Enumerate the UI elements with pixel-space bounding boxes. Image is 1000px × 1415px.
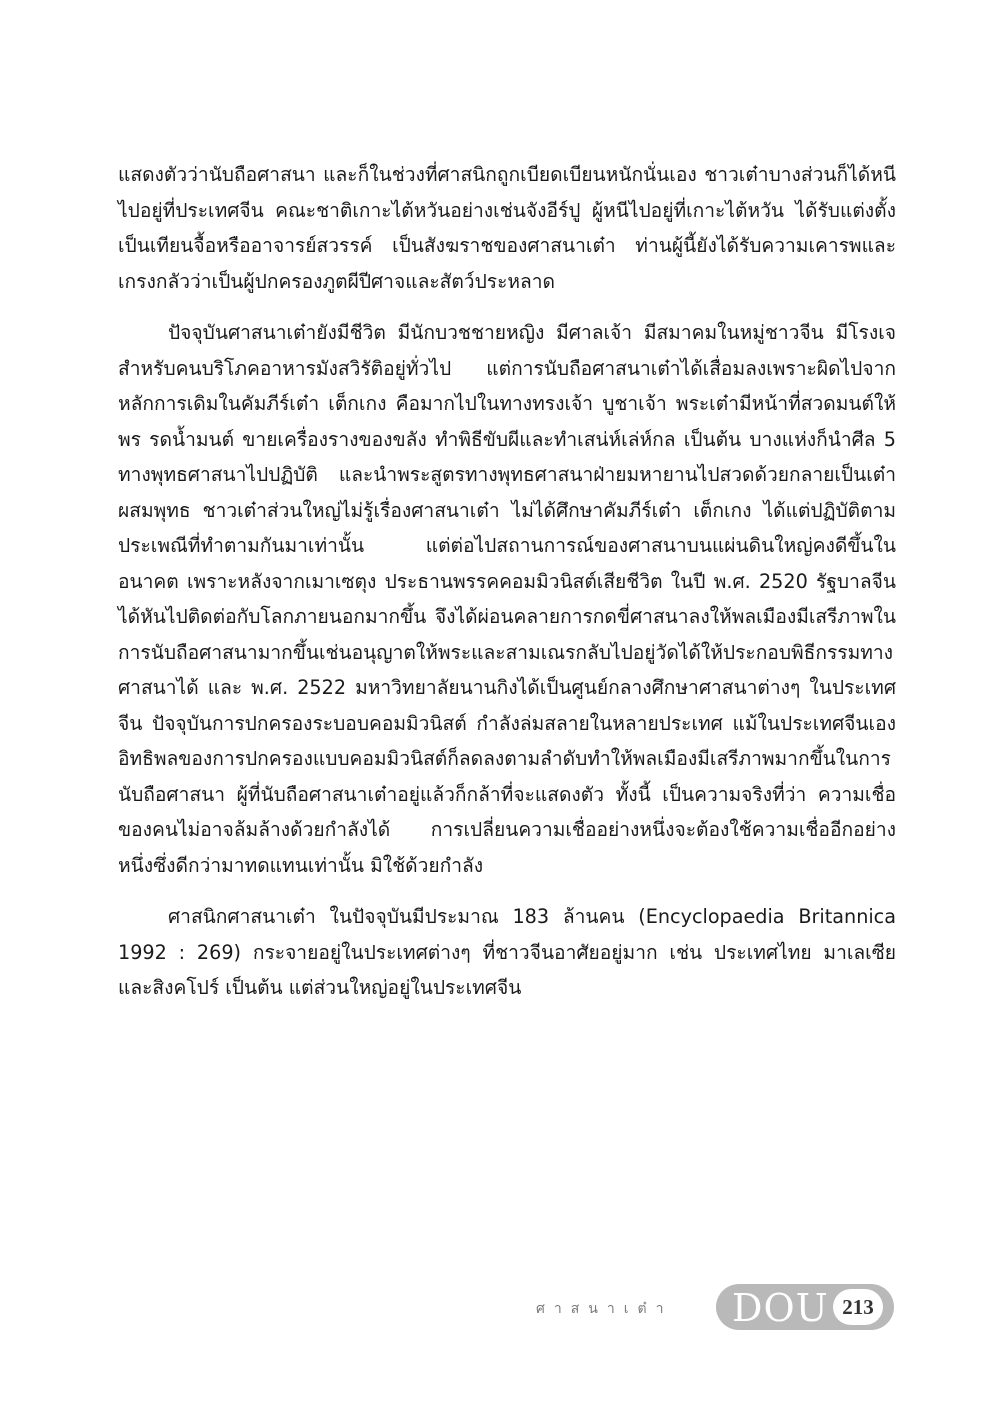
running-title: ศาสนาเต๋า — [536, 1301, 673, 1317]
paragraph-current-status: ปัจจุบันศาสนาเต๋ายังมีชีวิต มีนักบวชชายหญิง มีศาลเจ้า มีสมาคมในหมู่ชาวจีน มีโรงเจสำหรับคนบริโภคอาหารมังสวิรัติอยู่ทั่วไป แต่การนับถือศาสนาเต๋าได้เสื่อมลงเพราะผิดไปจากหลักการเดิมในคัมภีร์เต๋า เต็กเกง คือมากไปในทางทรงเจ้า บูชาเจ้า พระเต๋ามีหน้าที่สวดมนต์ให้พร รดน้ำมนต์ ขายเครื่องรางของขลัง ทำพิธีขับผีและทำเสน่ห์เล่ห์กล เป็นต้น บางแห่งก็นำศีล 5 ทางพุทธศาสนาไปปฏิบัติ และนำพระสูตรทางพุทธศาสนาฝ่ายมหายานไปสวดด้วยกลายเป็นเต๋าผสมพุทธ ชาวเต๋าส่วนใหญ่ไม่รู้เรื่องศาสนาเต๋า ไม่ได้ศึกษาคัมภีร์เต๋า เต็กเกง ได้แต่ปฏิบัติตามประเพณีที่ทำตามกันมาเท่านั้น แต่ต่อไปสถานการณ์ของศาสนาบนแผ่นดินใหญ่คงดีขึ้นในอนาคต เพราะหลังจากเมาเซตุง ประธานพรรคคอมมิวนิสต์เสียชีวิต ในปี พ.ศ. 2520 รัฐบาลจีนได้หันไปติดต่อกับโลกภายนอกมากขึ้น จึงได้ผ่อนคลายการกดขี่ศาสนาลงให้พลเมืองมีเสรีภาพในการนับถือศาสนามากขึ้นเช่นอนุญาตให้พระและสามเณรกลับไปอยู่วัดได้ให้ประกอบพิธีกรรมทางศาสนาได้ และ พ.ศ. 2522 มหาวิทยาลัยนานกิงได้เป็นศูนย์กลางศึกษาศาสนาต่างๆ ในประเทศจีน ปัจจุบันการปกครองระบอบคอมมิวนิสต์ กำลังล่มสลายในหลายประเทศ แม้ในประเทศจีนเองอิทธิพลของการปกครองแบบคอมมิวนิสต์ก็ลดลงตามลำดับทำให้พลเมืองมีเสรีภาพมากขึ้นในการนับถือศาสนา ผู้ที่นับถือศาสนาเต๋าอยู่แล้วก็กล้าที่จะแสดงตัว ทั้งนี้ เป็นความจริงที่ว่า ความเชื่อของคนไม่อาจล้มล้างด้วยกำลังได้ การเปลี่ยนความเชื่ออย่างหนึ่งจะต้องใช้ความเชื่ออีกอย่างหนึ่งซึ่งดีกว่ามาทดแทนเท่านั้น มิใช้ด้วยกำลัง — [118, 321, 896, 877]
paragraph-adherents: ศาสนิกศาสนาเต๋า ในปัจจุบันมีประมาณ 183 ล้านคน (Encyclopaedia Britannica 1992 : 269) กระจายอยู่ในประเทศต่างๆ ที่ชาวจีนอาศัยอยู่มาก เช่น ประเทศไทย มาเลเซีย และสิงคโปร์ เป็นต้น แต่ส่วนใหญ่อยู่ในประเทศจีน — [118, 905, 896, 999]
document-body — [118, 157, 896, 1022]
page-number: 213 — [833, 1289, 883, 1325]
dou-logo: DOU — [732, 1286, 829, 1330]
page-footer — [536, 1284, 906, 1332]
paragraph-continuation: แสดงตัวว่านับถือศาสนา และก็ในช่วงที่ศาสนิกถูกเบียดเบียนหนักนั่นเอง ชาวเต๋าบางส่วนก็ได้หนีไปอยู่ที่ประเทศจีน คณะชาติเกาะไต้หวันอย่างเช่นจังอีร์ปู ผู้หนีไปอยู่ที่เกาะไต้หวัน ได้รับแต่งตั้งเป็นเทียนจื้อหรืออาจารย์สวรรค์ เป็นสังฆราชของศาสนาเต๋า ท่านผู้นี้ยังได้รับความเคารพและเกรงกลัวว่าเป็นผู้ปกครองภูตผีปีศาจและสัตว์ประหลาด — [118, 163, 896, 293]
dou-badge — [716, 1284, 894, 1330]
